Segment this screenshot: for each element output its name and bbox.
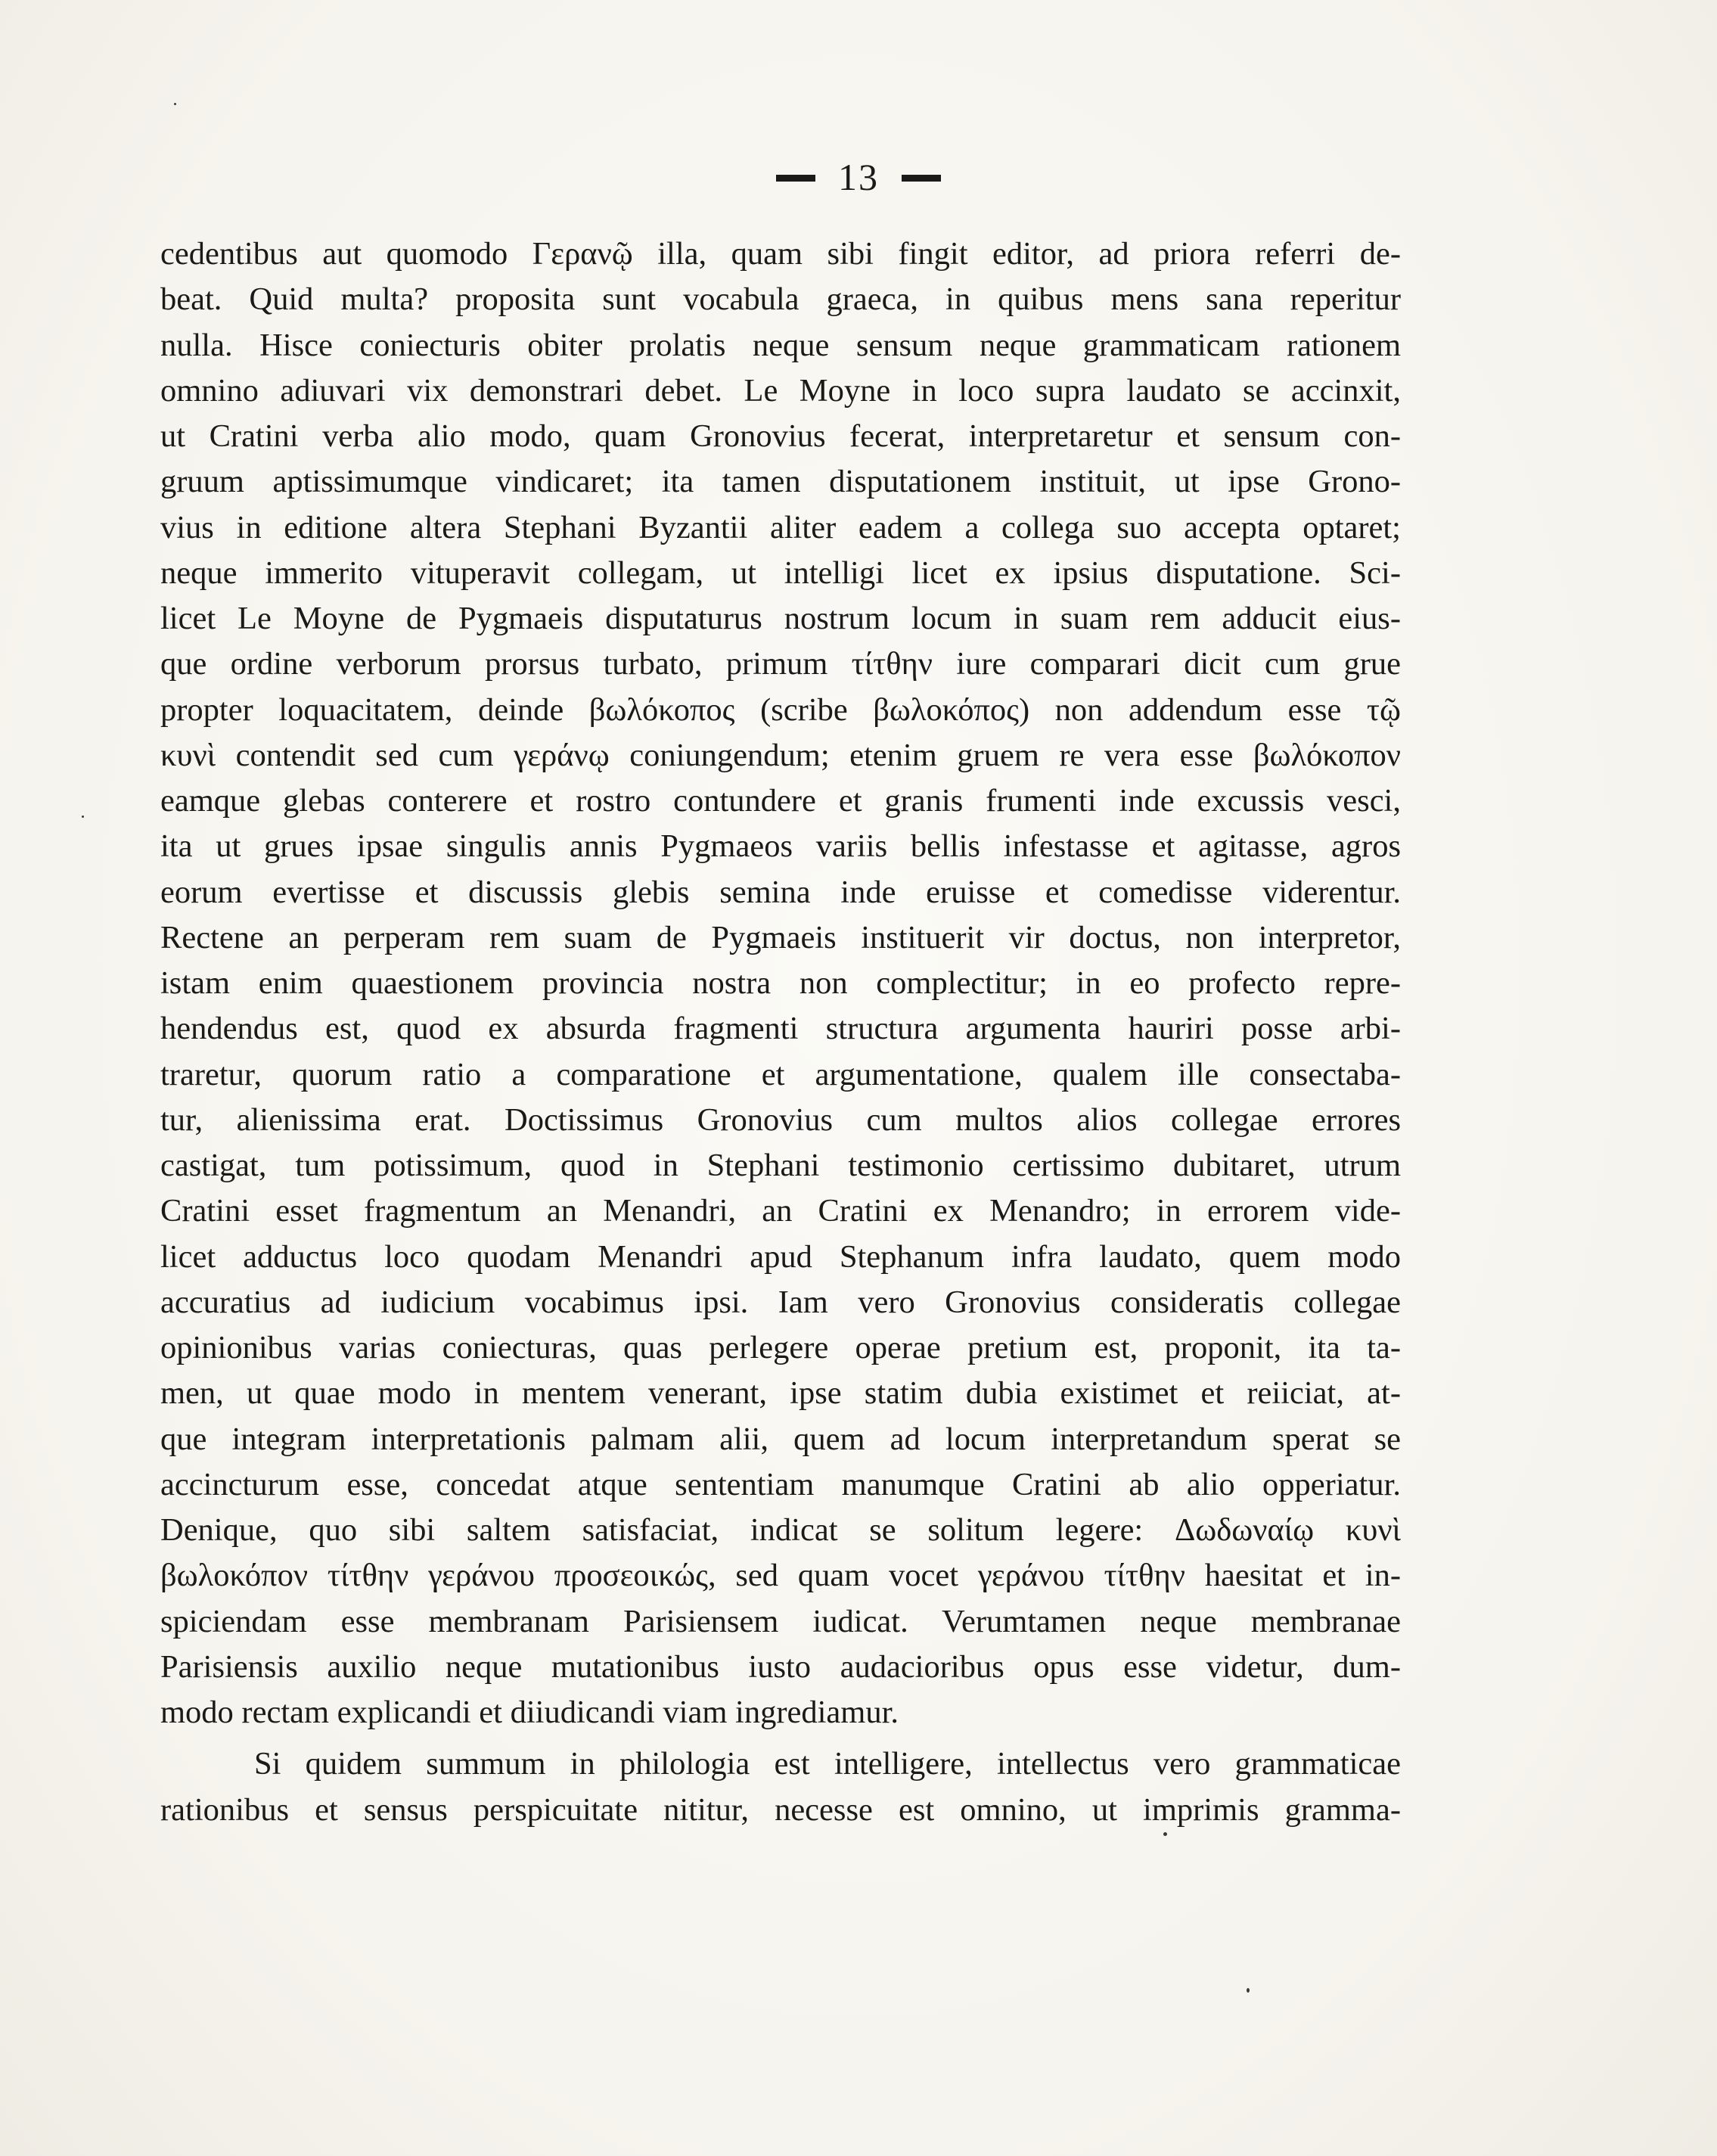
text-line: istam enim quaestionem provincia nostra non complectitur; in eo profecto repre-: [160, 965, 1401, 1001]
text-line: βωλοκόπον τίτθην γεράνου προσεοικώς, sed quam vocet γεράνου τίτθην haesitat et in-: [160, 1558, 1401, 1594]
text-line: eorum evertisse et discussis glebis semina inde eruisse et comedisse viderentur.: [160, 874, 1401, 910]
header-dash-left: [776, 175, 815, 182]
paragraph-2: [160, 1741, 1401, 1833]
text-line: eamque glebas conterere et rostro contundere et granis frumenti inde excussis vesci,: [160, 783, 1401, 819]
text-line: vius in editione altera Stephani Byzantii aliter eadem a collega suo accepta optaret;: [160, 509, 1401, 545]
text-line: licet adductus loco quodam Menandri apud Stephanum infra laudato, quem modo: [160, 1238, 1401, 1275]
text-line: traretur, quorum ratio a comparatione et argumentatione, qualem ille consectaba-: [160, 1056, 1401, 1092]
text-line: cedentibus aut quomodo Γερανῷ illa, quam sibi fingit editor, ad priora referri de-: [160, 236, 1401, 272]
text-line: tur, alienissima erat. Doctissimus Gronovius cum multos alios collegae errores: [160, 1101, 1401, 1138]
text-line: que ordine verborum prorsus turbato, primum τίτθην iure comparari dicit cum grue: [160, 646, 1401, 682]
body-text: [160, 231, 1401, 1833]
header-dash-right: [902, 175, 941, 182]
text-line: propter loquacitatem, deinde βωλόκοπος (scribe βωλοκόπος) non addendum esse τῷ: [160, 691, 1401, 728]
text-line: omnino adiuvari vix demonstrari debet. Le Moyne in loco supra laudato se accinxit,: [160, 372, 1401, 409]
speck: [1247, 1988, 1250, 1993]
text-line: castigat, tum potissimum, quod in Stephani testimonio certissimo dubitaret, utrum: [160, 1148, 1401, 1183]
text-line: rationibus et sensus perspicuitate nititur, necesse est omnino, ut imprimis gramma-: [160, 1791, 1401, 1828]
speck: [174, 103, 176, 105]
text-line: Denique, quo sibi saltem satisfaciat, indicat se solitum legere: Δωδωναίῳ κυνὶ: [160, 1512, 1401, 1548]
text-line: gruum aptissimumque vindicaret; ita tamen disputationem instituit, ut ipse Grono-: [160, 464, 1401, 500]
text-line: accincturum esse, concedat atque sententiam manumque Cratini ab alio opperiatur.: [160, 1466, 1401, 1502]
text-line: ut Cratini verba alio modo, quam Gronovius fecerat, interpretaretur et sensum con-: [160, 418, 1401, 454]
text-line: Rectene an perperam rem suam de Pygmaeis instituerit vir doctus, non interpretor,: [160, 919, 1401, 955]
page-number: 13: [838, 156, 879, 198]
text-line: modo rectam explicandi et diiudicandi viam ingrediamur.: [160, 1695, 899, 1730]
text-line: Si quidem summum in philologia est intelligere, intellectus vero grammaticae: [254, 1746, 1401, 1782]
text-line: Parisiensis auxilio neque mutationibus iusto audacioribus opus esse videtur, dum-: [160, 1648, 1401, 1685]
text-line: spiciendam esse membranam Parisiensem iudicat. Verumtamen neque membranae: [160, 1603, 1401, 1639]
text-line: opinionibus varias coniecturas, quas perlegere operae pretium est, proponit, ita ta-: [160, 1330, 1401, 1365]
page-header: [0, 155, 1717, 199]
text-line: beat. Quid multa? proposita sunt vocabula graeca, in quibus mens sana reperitur: [160, 281, 1401, 318]
paragraph-1: [160, 231, 1401, 1735]
text-line: κυνὶ contendit sed cum γεράνῳ coniungendum; etenim gruem re vera esse βωλόκοπον: [160, 737, 1401, 773]
text-line: que integram interpretationis palmam alii, quem ad locum interpretandum sperat se: [160, 1421, 1401, 1457]
text-line: nulla. Hisce coniecturis obiter prolatis neque sensum neque grammaticam rationem: [160, 327, 1401, 363]
speck: [1163, 1832, 1167, 1836]
text-line: accuratius ad iudicium vocabimus ipsi. Iam vero Gronovius consideratis collegae: [160, 1284, 1401, 1320]
text-line: hendendus est, quod ex absurda fragmenti structura argumenta hauriri posse arbi-: [160, 1011, 1401, 1047]
text-line: neque immerito vituperavit collegam, ut intelligi licet ex ipsius disputatione. Sci-: [160, 555, 1401, 591]
text-line: ita ut grues ipsae singulis annis Pygmaeos variis bellis infestasse et agitasse, agros: [160, 828, 1401, 865]
text-line: Cratini esset fragmentum an Menandri, an Cratini ex Menandro; in errorem vide-: [160, 1193, 1401, 1229]
speck: [82, 815, 84, 818]
text-line: licet Le Moyne de Pygmaeis disputaturus nostrum locum in suam rem adducit eius-: [160, 601, 1401, 636]
text-line: men, ut quae modo in mentem venerant, ipse statim dubia existimet et reiiciat, at-: [160, 1375, 1401, 1412]
